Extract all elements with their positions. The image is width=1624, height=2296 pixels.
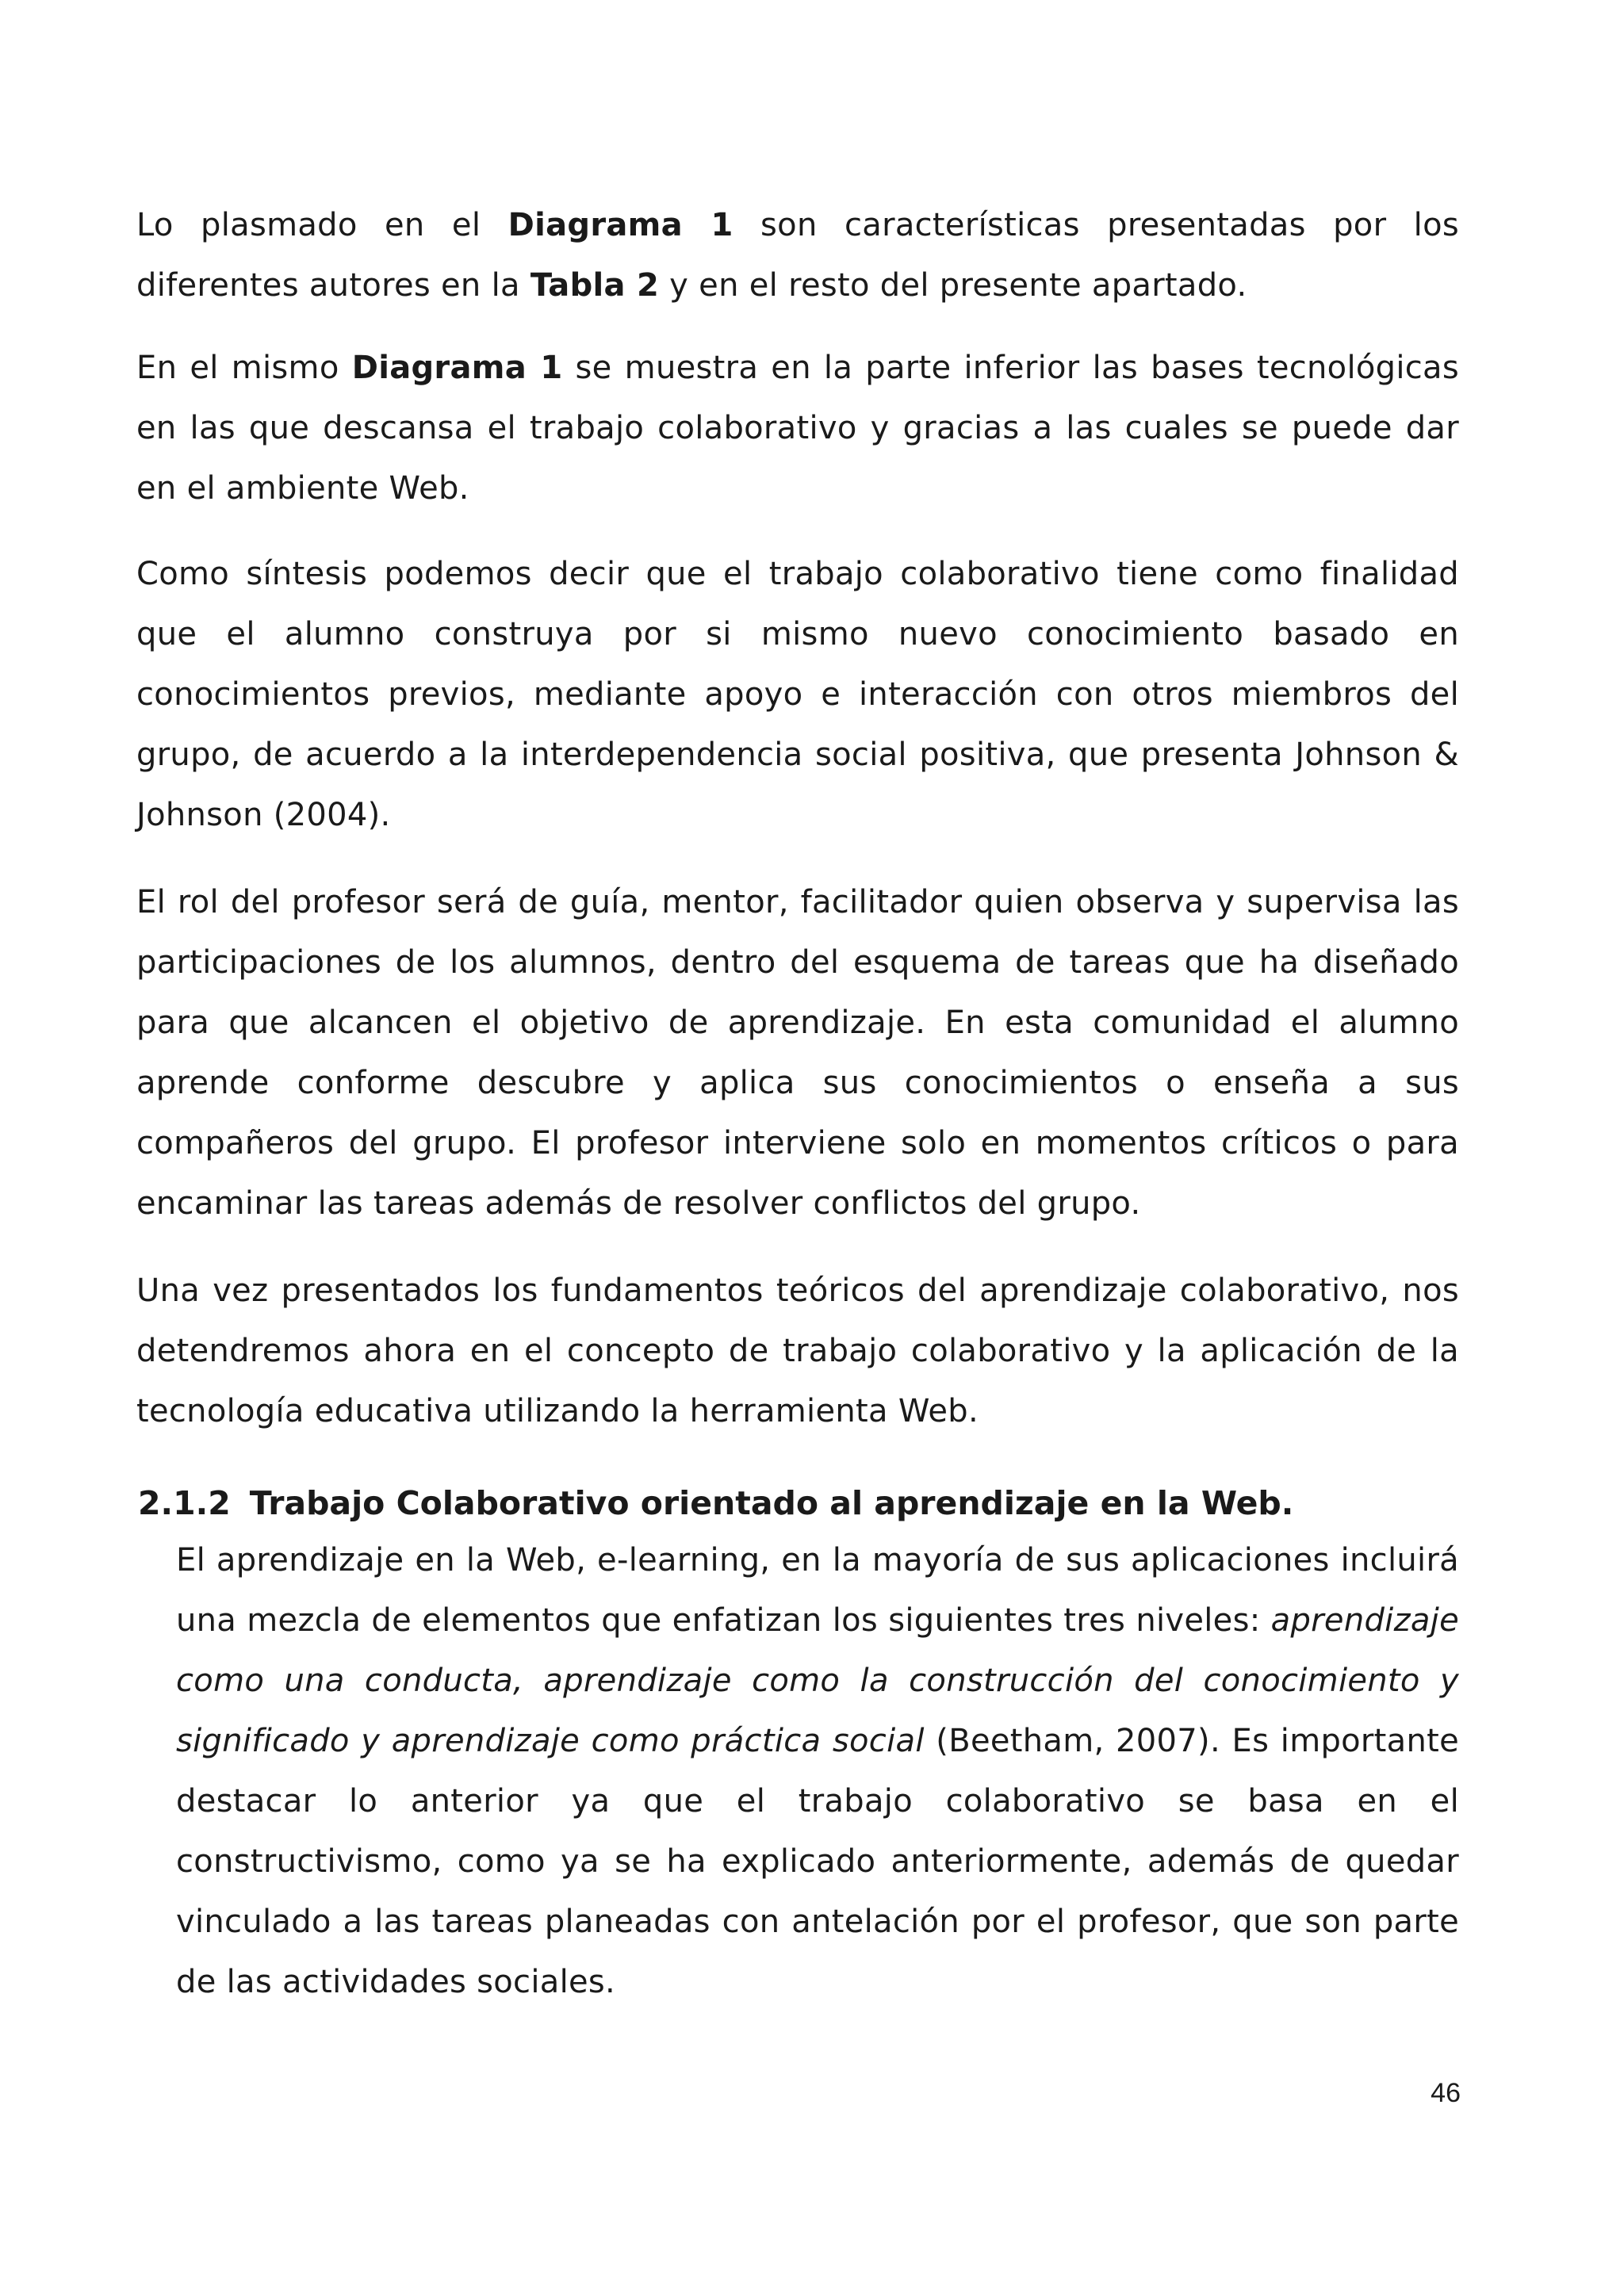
paragraph-6-text: (Beetham, 2007). Es importante destacar lo anterior ya que el trabajo colaborativo se basa en el constructivismo, como ya se ha explicado anteriormente, además de quedar vinculado a las tareas planeadas con antelación por el profesor, que son parte de las actividades sociales. [176,1723,1460,2000]
paragraph-1-text: son características presentadas por los diferentes autores en la [136,207,1460,304]
diagram-reference: Diagrama 1 [351,350,563,386]
table-reference: Tabla 2 [530,267,660,304]
paragraph-3: Como síntesis podemos decir que el trabajo colaborativo tiene como finalidad que el alumno construya por si mismo nuevo conocimiento basado en conocimientos previos, mediante apoyo e interacción con otros miembros del grupo, de acuerdo a la interdependencia social positiva, que presenta Johnson & Johnson (2004). [136,556,1459,833]
paragraph-2 [136,338,1459,519]
paragraph-1-text: Lo plasmado en el [136,207,508,243]
italic-levels: aprendizaje como una conducta, aprendizaje como la construcción del conocimiento y significado y aprendizaje como práctica social [176,1602,1459,1759]
paragraph-1-text: y en el resto del presente apartado. [659,267,1247,304]
paragraph-4: El rol del profesor será de guía, mentor, facilitador quien observa y supervisa las participaciones de los alumnos, dentro del esquema de tareas que ha diseñado para que alcancen el objetivo de aprendizaje. En esta comunidad el alumno aprende conforme descubre y aplica sus conocimientos o enseña a sus compañeros del grupo. El profesor interviene solo en momentos críticos o para encaminar las tareas además de resolver conflictos del grupo. [136,884,1459,1222]
section-heading [138,1473,1293,1533]
paragraph-5: Una vez presentados los fundamentos teóricos del aprendizaje colaborativo, nos detendremos ahora en el concepto de trabajo colaborativo y la aplicación de la tecnología educativa utilizando la herramienta Web. [136,1272,1459,1429]
section-title: Trabajo Colaborativo orientado al aprendizaje en la Web. [249,1484,1294,1522]
paragraph-2-text: En el mismo [136,350,352,386]
diagram-reference: Diagrama 1 [508,207,733,243]
section-number: 2.1.2 [138,1484,231,1522]
page-number: 46 [1431,2078,1461,2108]
paragraph-6-text: El aprendizaje en la Web, e-learning, en la mayoría de sus aplicaciones incluirá una mezcla de elementos que enfatizan los siguientes tres niveles: [176,1542,1459,1639]
paragraph-1 [136,195,1459,316]
paragraph-6 [176,1530,1459,2012]
paragraph-2-text: se muestra en la parte inferior las bases tecnológicas en las que descansa el trabajo colaborativo y gracias a las cuales se puede dar en el ambiente Web. [136,350,1459,507]
